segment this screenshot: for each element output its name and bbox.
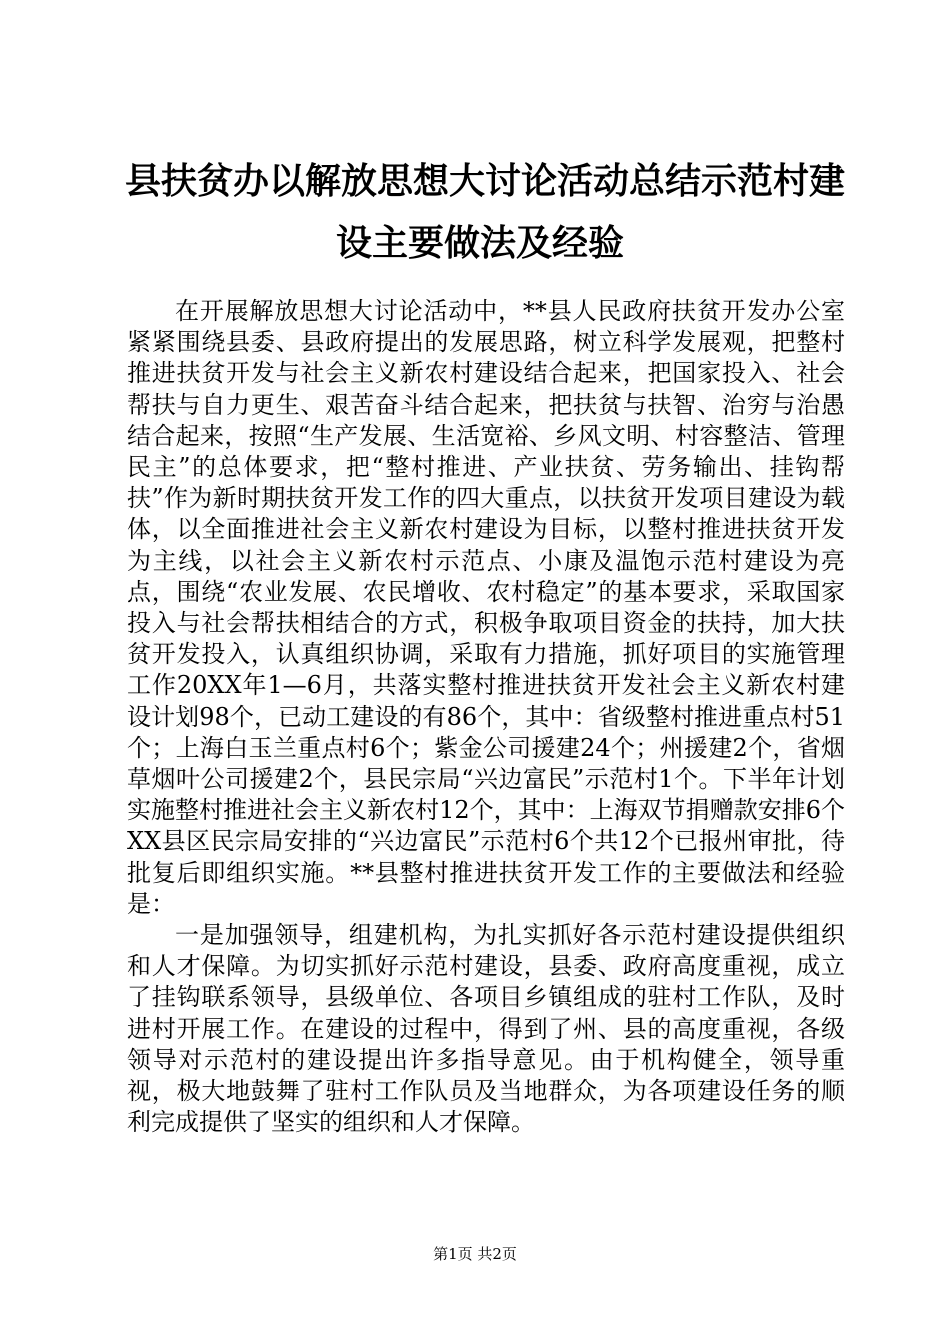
body-paragraph-1: 在开展解放思想大讨论活动中，**县人民政府扶贫开发办公室紧紧围绕县委、县政府提出的发展思路，树立科学发展观，把整村推进扶贫开发与社会主义新农村建设结合起来，把国家投入、社会帮扶与自力更生、艰苦奋斗结合起来，把扶贫与扶智、治穷与治愚结合起来，按照“生产发展、生活宽裕、乡风文明、村容整洁、管理民主”的总体要求，把“整村推进、产业扶贫、劳务输出、挂钩帮扶”作为新时期扶贫开发工作的四大重点，以扶贫开发项目建设为载体，以全面推进社会主义新农村建设为目标，以整村推进扶贫开发为主线，以社会主义新农村示范点、小康及温饱示范村建设为亮点，围绕“农业发展、农民增收、农村稳定”的基本要求，采取国家投入与社会帮扶相结合的方式，积极争取项目资金的扶持，加大扶贫开发投入，认真组织协调，采取有力措施，抓好项目的实施管理工作20XX年1—6月，共落实整村推进扶贫开发社会主义新农村建设计划98个，已动工建设的有86个，其中：省级整村推进重点村51个；上海白玉兰重点村6个；紫金公司援建24个；州援建2个，省烟草烟叶公司援建2个，县民宗局“兴边富民”示范村1个。下半年计划实施整村推进社会主义新农村12个，其中：上海双节捐赠款安排6个XX县区民宗局安排的“兴边富民”示范村6个共12个已报州审批，待批复后即组织实施。**县整村推进扶贫开发工作的主要做法和经验是： — [127, 297, 845, 918]
document-title-line-1: 县扶贫办以解放思想大讨论活动总结示范村建 — [125, 161, 846, 202]
document-title-line-2: 设主要做法及经验 — [335, 223, 624, 264]
page-number-footer: 第1页 共2页 — [433, 1245, 517, 1263]
body-paragraph-2: 一是加强领导，组建机构，为扎实抓好各示范村建设提供组织和人才保障。为切实抓好示范村建设，县委、政府高度重视，成立了挂钩联系领导，县级单位、各项目乡镇组成的驻村工作队，及时进村开展工作。在建设的过程中，得到了州、县的高度重视，各级领导对示范村的建设提出许多指导意见。由于机构健全，领导重视，极大地鼓舞了驻村工作队员及当地群众，为各项建设任务的顺利完成提供了坚实的组织和人才保障。 — [127, 921, 845, 1137]
document-body — [127, 296, 845, 1138]
